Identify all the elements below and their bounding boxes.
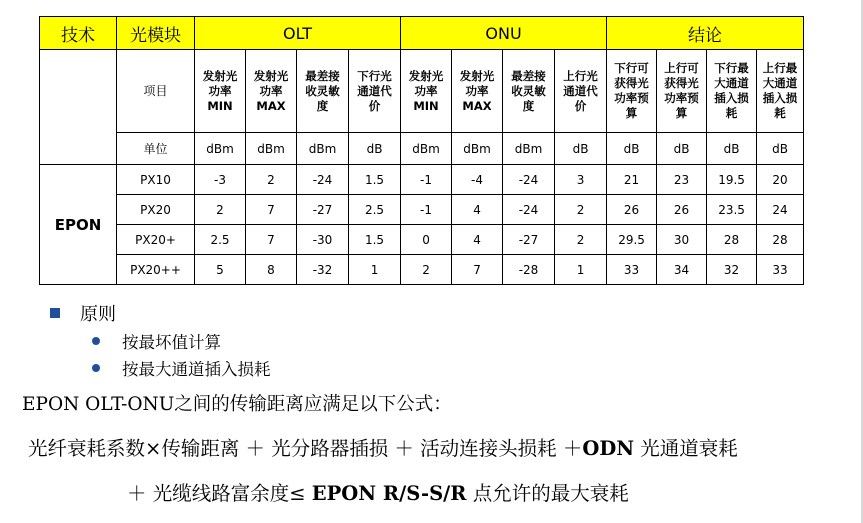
unit-cell: dBm bbox=[195, 133, 246, 165]
module-cell: PX20++ bbox=[117, 255, 195, 285]
col-label: 下行光 通道代 价 bbox=[349, 50, 401, 133]
value-cell: -30 bbox=[297, 225, 349, 255]
value-cell: -3 bbox=[195, 165, 246, 195]
value-cell: 21 bbox=[607, 165, 657, 195]
unit-row bbox=[40, 133, 804, 165]
formula-line-2 bbox=[127, 478, 629, 506]
value-cell: -24 bbox=[503, 195, 555, 225]
value-cell: -32 bbox=[297, 255, 349, 285]
value-cell: 30 bbox=[657, 225, 707, 255]
formula-epon-ref: EPON R/S-S/R bbox=[311, 482, 467, 505]
unit-cell: dB bbox=[707, 133, 757, 165]
value-cell: 28 bbox=[707, 225, 757, 255]
value-cell: 3 bbox=[555, 165, 607, 195]
col-label: 下行可 获得光 功率预 算 bbox=[607, 50, 657, 133]
table-row bbox=[40, 225, 804, 255]
unit-cell: dB bbox=[349, 133, 401, 165]
value-cell: 32 bbox=[707, 255, 757, 285]
formula-line-1 bbox=[28, 433, 738, 461]
tech-empty-cell bbox=[40, 50, 117, 165]
unit-cell: dB bbox=[607, 133, 657, 165]
formula-intro: EPON OLT-ONU之间的传输距离应满足以下公式： bbox=[22, 394, 452, 415]
value-cell: 7 bbox=[246, 225, 297, 255]
principle-item-text: 按最大通道插入损耗 bbox=[122, 360, 271, 379]
unit-label: 单位 bbox=[117, 133, 195, 165]
value-cell: 33 bbox=[757, 255, 804, 285]
unit-cell: dB bbox=[555, 133, 607, 165]
value-cell: 4 bbox=[452, 195, 503, 225]
value-cell: 2 bbox=[555, 225, 607, 255]
round-bullet-icon bbox=[92, 364, 100, 372]
principle-heading bbox=[50, 300, 116, 326]
column-label-row bbox=[40, 50, 804, 133]
value-cell: 24 bbox=[757, 195, 804, 225]
value-cell: 2 bbox=[246, 165, 297, 195]
col-label: 上行光 通道代 价 bbox=[555, 50, 607, 133]
principle-title: 原则 bbox=[80, 304, 116, 325]
value-cell: 28 bbox=[757, 225, 804, 255]
value-cell: -4 bbox=[452, 165, 503, 195]
col-label: 最差接 收灵敏 度 bbox=[503, 50, 555, 133]
value-cell: 2 bbox=[555, 195, 607, 225]
value-cell: -24 bbox=[503, 165, 555, 195]
module-cell: PX10 bbox=[117, 165, 195, 195]
header-olt: OLT bbox=[195, 17, 401, 50]
table-row bbox=[40, 195, 804, 225]
table-row bbox=[40, 165, 804, 195]
item-label: 项目 bbox=[117, 50, 195, 133]
value-cell: -27 bbox=[297, 195, 349, 225]
value-cell: 2 bbox=[195, 195, 246, 225]
principle-item-text: 按最坏值计算 bbox=[122, 333, 221, 352]
principle-item bbox=[92, 356, 271, 380]
unit-cell: dBm bbox=[452, 133, 503, 165]
module-cell: PX20+ bbox=[117, 225, 195, 255]
col-label: 上行可 获得光 功率预 算 bbox=[657, 50, 707, 133]
unit-cell: dB bbox=[757, 133, 804, 165]
unit-cell: dBm bbox=[503, 133, 555, 165]
value-cell: 2.5 bbox=[349, 195, 401, 225]
value-cell: -1 bbox=[401, 195, 452, 225]
square-bullet-icon bbox=[50, 308, 60, 318]
col-label: 发射光 功率 MAX bbox=[246, 50, 297, 133]
unit-cell: dBm bbox=[297, 133, 349, 165]
unit-cell: dB bbox=[657, 133, 707, 165]
value-cell: 5 bbox=[195, 255, 246, 285]
col-label: 下行最 大通道 插入损 耗 bbox=[707, 50, 757, 133]
table-row bbox=[40, 255, 804, 285]
header-onu: ONU bbox=[401, 17, 607, 50]
value-cell: 1.5 bbox=[349, 165, 401, 195]
col-label: 最差接 收灵敏 度 bbox=[297, 50, 349, 133]
principle-item bbox=[92, 329, 221, 353]
value-cell: 2 bbox=[401, 255, 452, 285]
value-cell: 4 bbox=[452, 225, 503, 255]
round-bullet-icon bbox=[92, 337, 100, 345]
value-cell: 23.5 bbox=[707, 195, 757, 225]
header-module: 光模块 bbox=[117, 17, 195, 50]
formula-line-2-tail: 点允许的最大衰耗 bbox=[466, 482, 629, 505]
value-cell: -28 bbox=[503, 255, 555, 285]
value-cell: 33 bbox=[607, 255, 657, 285]
formula-line-1-text: 光纤衰耗系数×传输距离 ＋ 光分路器插损 ＋ 活动连接头损耗 ＋ bbox=[28, 437, 583, 460]
value-cell: 1 bbox=[349, 255, 401, 285]
col-label: 上行最 大通道 插入损 耗 bbox=[757, 50, 804, 133]
value-cell: -1 bbox=[401, 165, 452, 195]
value-cell: 26 bbox=[607, 195, 657, 225]
formula-line-1-tail: 光通道衰耗 bbox=[634, 437, 738, 460]
value-cell: 1 bbox=[555, 255, 607, 285]
value-cell: -27 bbox=[503, 225, 555, 255]
formula-line-2-text: ＋ 光缆线路富余度≤ bbox=[127, 482, 312, 505]
col-label: 发射光 功率 MIN bbox=[195, 50, 246, 133]
value-cell: 19.5 bbox=[707, 165, 757, 195]
value-cell: -24 bbox=[297, 165, 349, 195]
col-label: 发射光 功率 MAX bbox=[452, 50, 503, 133]
value-cell: 26 bbox=[657, 195, 707, 225]
epon-label: EPON bbox=[40, 165, 117, 285]
unit-cell: dBm bbox=[246, 133, 297, 165]
value-cell: 34 bbox=[657, 255, 707, 285]
unit-cell: dBm bbox=[401, 133, 452, 165]
module-cell: PX20 bbox=[117, 195, 195, 225]
header-conclusion: 结论 bbox=[607, 17, 804, 50]
value-cell: 8 bbox=[246, 255, 297, 285]
table-header-row bbox=[40, 17, 804, 50]
power-budget-table bbox=[39, 16, 804, 285]
value-cell: 2.5 bbox=[195, 225, 246, 255]
value-cell: 29.5 bbox=[607, 225, 657, 255]
value-cell: 1.5 bbox=[349, 225, 401, 255]
header-tech: 技术 bbox=[40, 17, 117, 50]
value-cell: 20 bbox=[757, 165, 804, 195]
value-cell: 7 bbox=[452, 255, 503, 285]
value-cell: 7 bbox=[246, 195, 297, 225]
value-cell: 0 bbox=[401, 225, 452, 255]
col-label: 发射光 功率 MIN bbox=[401, 50, 452, 133]
value-cell: 23 bbox=[657, 165, 707, 195]
formula-odn: ODN bbox=[582, 437, 635, 460]
